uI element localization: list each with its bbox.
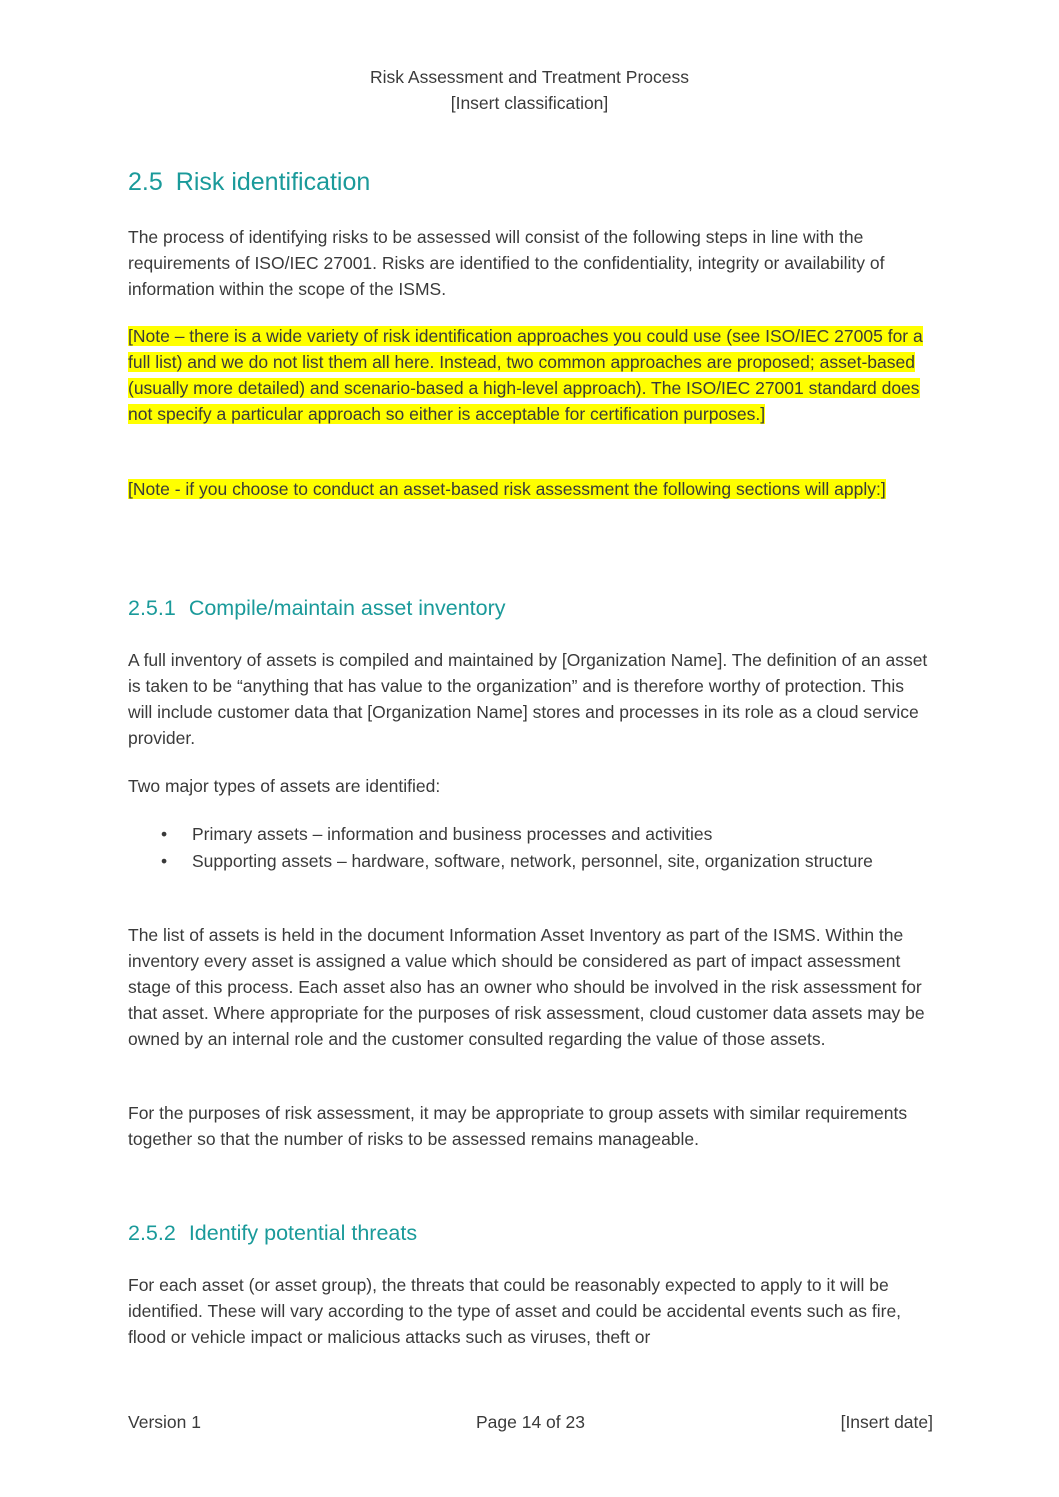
section-title: Risk identification (175, 168, 371, 196)
paragraph: For the purposes of risk assessment, it may be appropriate to group assets with similar requirements together so that the number of risks to be assessed remains manageable. (128, 1103, 908, 1149)
paragraph: The list of assets is held in the document Information Asset Inventory as part of the ISMS. Within the inventory every asset is assigned a value which should be considered as part of impact assessment stage of this process. Each asset also has an owner who should be involved in the risk assessment for that asset. Where appropriate for the purposes of risk assessment, cloud customer data assets may be owned by an internal role and the customer consulted regarding the value of those assets. (128, 925, 925, 1049)
highlighted-note (128, 323, 933, 427)
section-heading-2-5 (128, 168, 370, 197)
bullet-icon: • (161, 824, 168, 844)
paragraph: Two major types of assets are identified: (128, 776, 441, 796)
list-item (128, 821, 933, 847)
section-number: 2.5 (128, 168, 163, 196)
section-number: 2.5.1 (128, 596, 176, 620)
bullet-icon: • (161, 851, 168, 871)
highlighted-note (128, 476, 933, 502)
footer-date: [Insert date] (840, 1412, 933, 1432)
section-title: Compile/maintain asset inventory (188, 596, 506, 620)
document-title: Risk Assessment and Treatment Process (369, 67, 690, 87)
document-classification: [Insert classification] (450, 93, 609, 113)
section-number: 2.5.2 (128, 1221, 176, 1245)
note-text: [Note – there is a wide variety of risk identification approaches you could use (see ISO/IEC 27005 for a full list) and we do not list them all here. Instead, two common approaches are proposed; asset-based (usually more detailed) and scenario-based a high-level approach). The ISO/IEC 27001 standard does not specify a particular approach so either is acceptable for certification purposes.] (128, 326, 923, 424)
paragraph: A full inventory of assets is compiled and maintained by [Organization Name]. The definition of an asset is taken to be “anything that has value to the organization” and is therefore worthy of protection. This will include customer data that [Organization Name] stores and processes in its role as a cloud service provider. (128, 650, 928, 748)
list-item-text: Primary assets – information and business processes and activities (192, 824, 713, 844)
list-item-text: Supporting assets – hardware, software, network, personnel, site, organization structure (192, 851, 873, 871)
list-item (128, 848, 933, 874)
section-title: Identify potential threats (188, 1221, 418, 1245)
paragraph: The process of identifying risks to be assessed will consist of the following steps in line with the requirements of ISO/IEC 27001. Risks are identified to the confidentiality, integrity or availability of information within the scope of the ISMS. (128, 227, 885, 299)
footer-version: Version 1 (128, 1412, 201, 1432)
page-header (0, 64, 1059, 116)
paragraph: For each asset (or asset group), the threats that could be reasonably expected to apply to it will be identified. These will vary according to the type of asset and could be accidental events such as fire, flood or vehicle impact or malicious attacks such as viruses, theft or (128, 1275, 902, 1347)
section-heading-2-5-2 (128, 1221, 417, 1246)
footer-page-number: Page 14 of 23 (476, 1412, 585, 1432)
section-heading-2-5-1 (128, 596, 506, 621)
asset-type-list (128, 821, 933, 875)
note-text: [Note - if you choose to conduct an asset-based risk assessment the following sections will apply:] (128, 479, 886, 499)
page-footer (128, 1409, 933, 1435)
